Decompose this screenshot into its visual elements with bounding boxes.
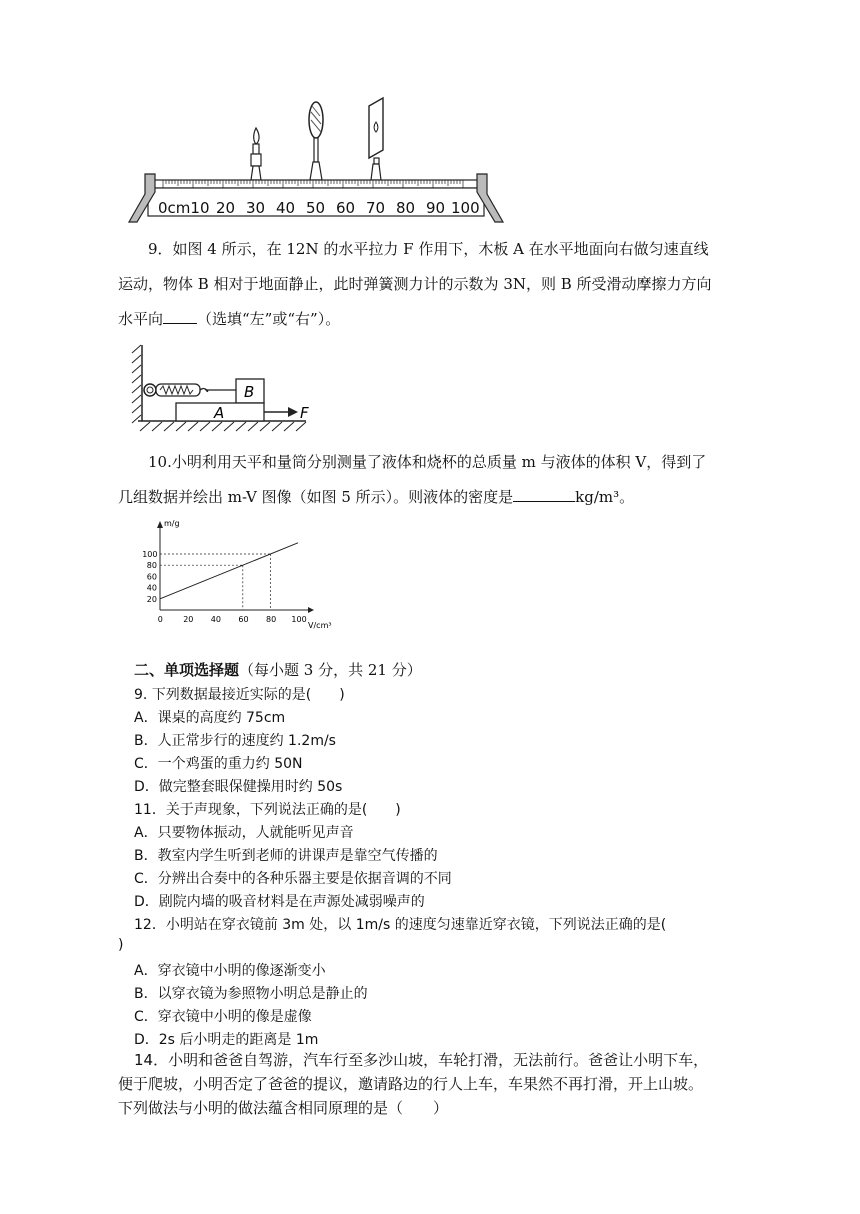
question-text: 水平向 [118, 310, 164, 328]
x-axis-label: V/cm³ [308, 621, 332, 630]
x-tick-label: 80 [266, 615, 277, 624]
option-b[interactable]: B．人正常步行的速度约 1.2m/s [134, 733, 336, 749]
option-d[interactable]: D．做完整套眼保健操用时约 50s [134, 779, 343, 795]
option-a[interactable]: A．穿衣镜中小明的像逐渐变小 [134, 963, 326, 979]
option-c[interactable]: C．穿衣镜中小明的像是虚像 [134, 1009, 312, 1025]
scale-label: 80 [396, 199, 416, 217]
scale-label: 0cm10 [158, 199, 210, 217]
candle-icon [251, 128, 261, 180]
x-tick-label: 0 [157, 615, 163, 624]
y-axis-arrow [157, 521, 163, 528]
x-axis-arrow [308, 607, 314, 613]
y-tick-label: 80 [146, 561, 157, 571]
question-stem: 12．小明站在穿衣镜前 3m 处，以 1m/s 的速度匀速靠近穿衣镜，下列说法正确的是( [134, 917, 667, 933]
question-stem: 9. 下列数据最接近实际的是( ) [134, 687, 345, 703]
question-text-line: 下列做法与小明的做法蕴含相同原理的是（ ） [118, 1099, 449, 1117]
spring-scale-figure [128, 343, 318, 435]
scale-label: 60 [336, 199, 356, 217]
option-d[interactable]: D．2s 后小明走的距离是 1m [134, 1032, 319, 1048]
question-text-line [118, 480, 768, 515]
y-tick-label: 60 [146, 572, 157, 582]
question-text-line: 9．如图 4 所示，在 12N 的水平拉力 F 作用下，木板 A 在水平地面向右做匀速直线 [148, 240, 709, 258]
unit-text: kg/m³。 [575, 488, 635, 506]
y-tick-label: 100 [142, 550, 158, 559]
question-text-line: 运动，物体 B 相对于地面静止，此时弹簧测力计的示数为 3N，则 B 所受滑动摩擦力方向 [118, 275, 712, 293]
question-text: 几组数据并绘出 m-V 图像（如图 5 所示）。则液体的密度是 [118, 488, 514, 506]
question-text-line: 14．小明和爸爸自驾游，汽车行至多沙山坡，车轮打滑，无法前行。爸爸让小明下车， [134, 1051, 709, 1069]
force-f-label: F [300, 404, 309, 422]
question-stem-cont: ) [118, 937, 124, 953]
question-text-line: 10.小明利用天平和量筒分别测量了液体和烧杯的总质量 m 与液体的体积 V，得到了 [148, 453, 707, 471]
scale-label: 70 [366, 199, 386, 217]
scale-labels [158, 199, 480, 217]
spring-scale-icon [144, 384, 236, 396]
scale-label: 30 [246, 199, 266, 217]
scale-label: 90 [426, 199, 446, 217]
scale-label: 100 [451, 199, 480, 217]
x-tick-label: 100 [291, 615, 307, 624]
x-tick-label: 40 [210, 615, 221, 624]
option-c[interactable]: C．一个鸡蛋的重力约 50N [134, 756, 303, 772]
y-tick-label: 40 [146, 583, 157, 593]
question-14 [118, 1048, 758, 1120]
section-note: （每小题 3 分，共 21 分） [239, 661, 422, 679]
scale-label: 50 [306, 199, 326, 217]
option-a[interactable]: A．只要物体振动，人就能听见声音 [134, 825, 354, 841]
option-c[interactable]: C．分辨出合奏中的各种乐器主要是依据音调的不同 [134, 871, 452, 887]
x-tick-label: 60 [238, 615, 249, 624]
option-a[interactable]: A．课桌的高度约 75cm [134, 710, 286, 726]
question-10-fill [118, 445, 768, 515]
block-b-label: B [244, 383, 255, 401]
lens-icon [309, 102, 323, 180]
y-tick-label: 20 [146, 594, 157, 604]
option-b[interactable]: B．教室内学生听到老师的讲课声是靠空气传播的 [134, 848, 438, 864]
scale-label: 40 [276, 199, 296, 217]
block-a-label: A [214, 404, 225, 422]
section-title: 二、单项选择题 [134, 661, 240, 679]
m-v-graph [140, 518, 340, 636]
question-text-line: 便于爬坡，小明否定了爸爸的提议，邀请路边的行人上车，车果然不再打滑，开上山坡。 [118, 1075, 704, 1093]
question-9-fill [118, 232, 768, 337]
question-text-line [118, 302, 768, 337]
optical-bench-figure [125, 94, 515, 226]
answer-blank[interactable] [513, 487, 575, 502]
x-tick-label: 20 [183, 615, 194, 624]
y-axis-label: m/g [164, 519, 180, 528]
answer-blank[interactable] [163, 309, 197, 324]
screen-icon [369, 98, 383, 180]
option-b[interactable]: B．以穿衣镜为参照物小明总是静止的 [134, 986, 368, 1002]
question-stem: 11．关于声现象，下列说法正确的是( ) [134, 802, 401, 818]
option-d[interactable]: D．剧院内墙的吸音材料是在声源处减弱噪声的 [134, 894, 425, 910]
series-line [160, 543, 298, 599]
section-heading [134, 659, 422, 680]
scale-label: 20 [216, 199, 236, 217]
question-text: （选填“左”或“右”）。 [197, 310, 341, 328]
